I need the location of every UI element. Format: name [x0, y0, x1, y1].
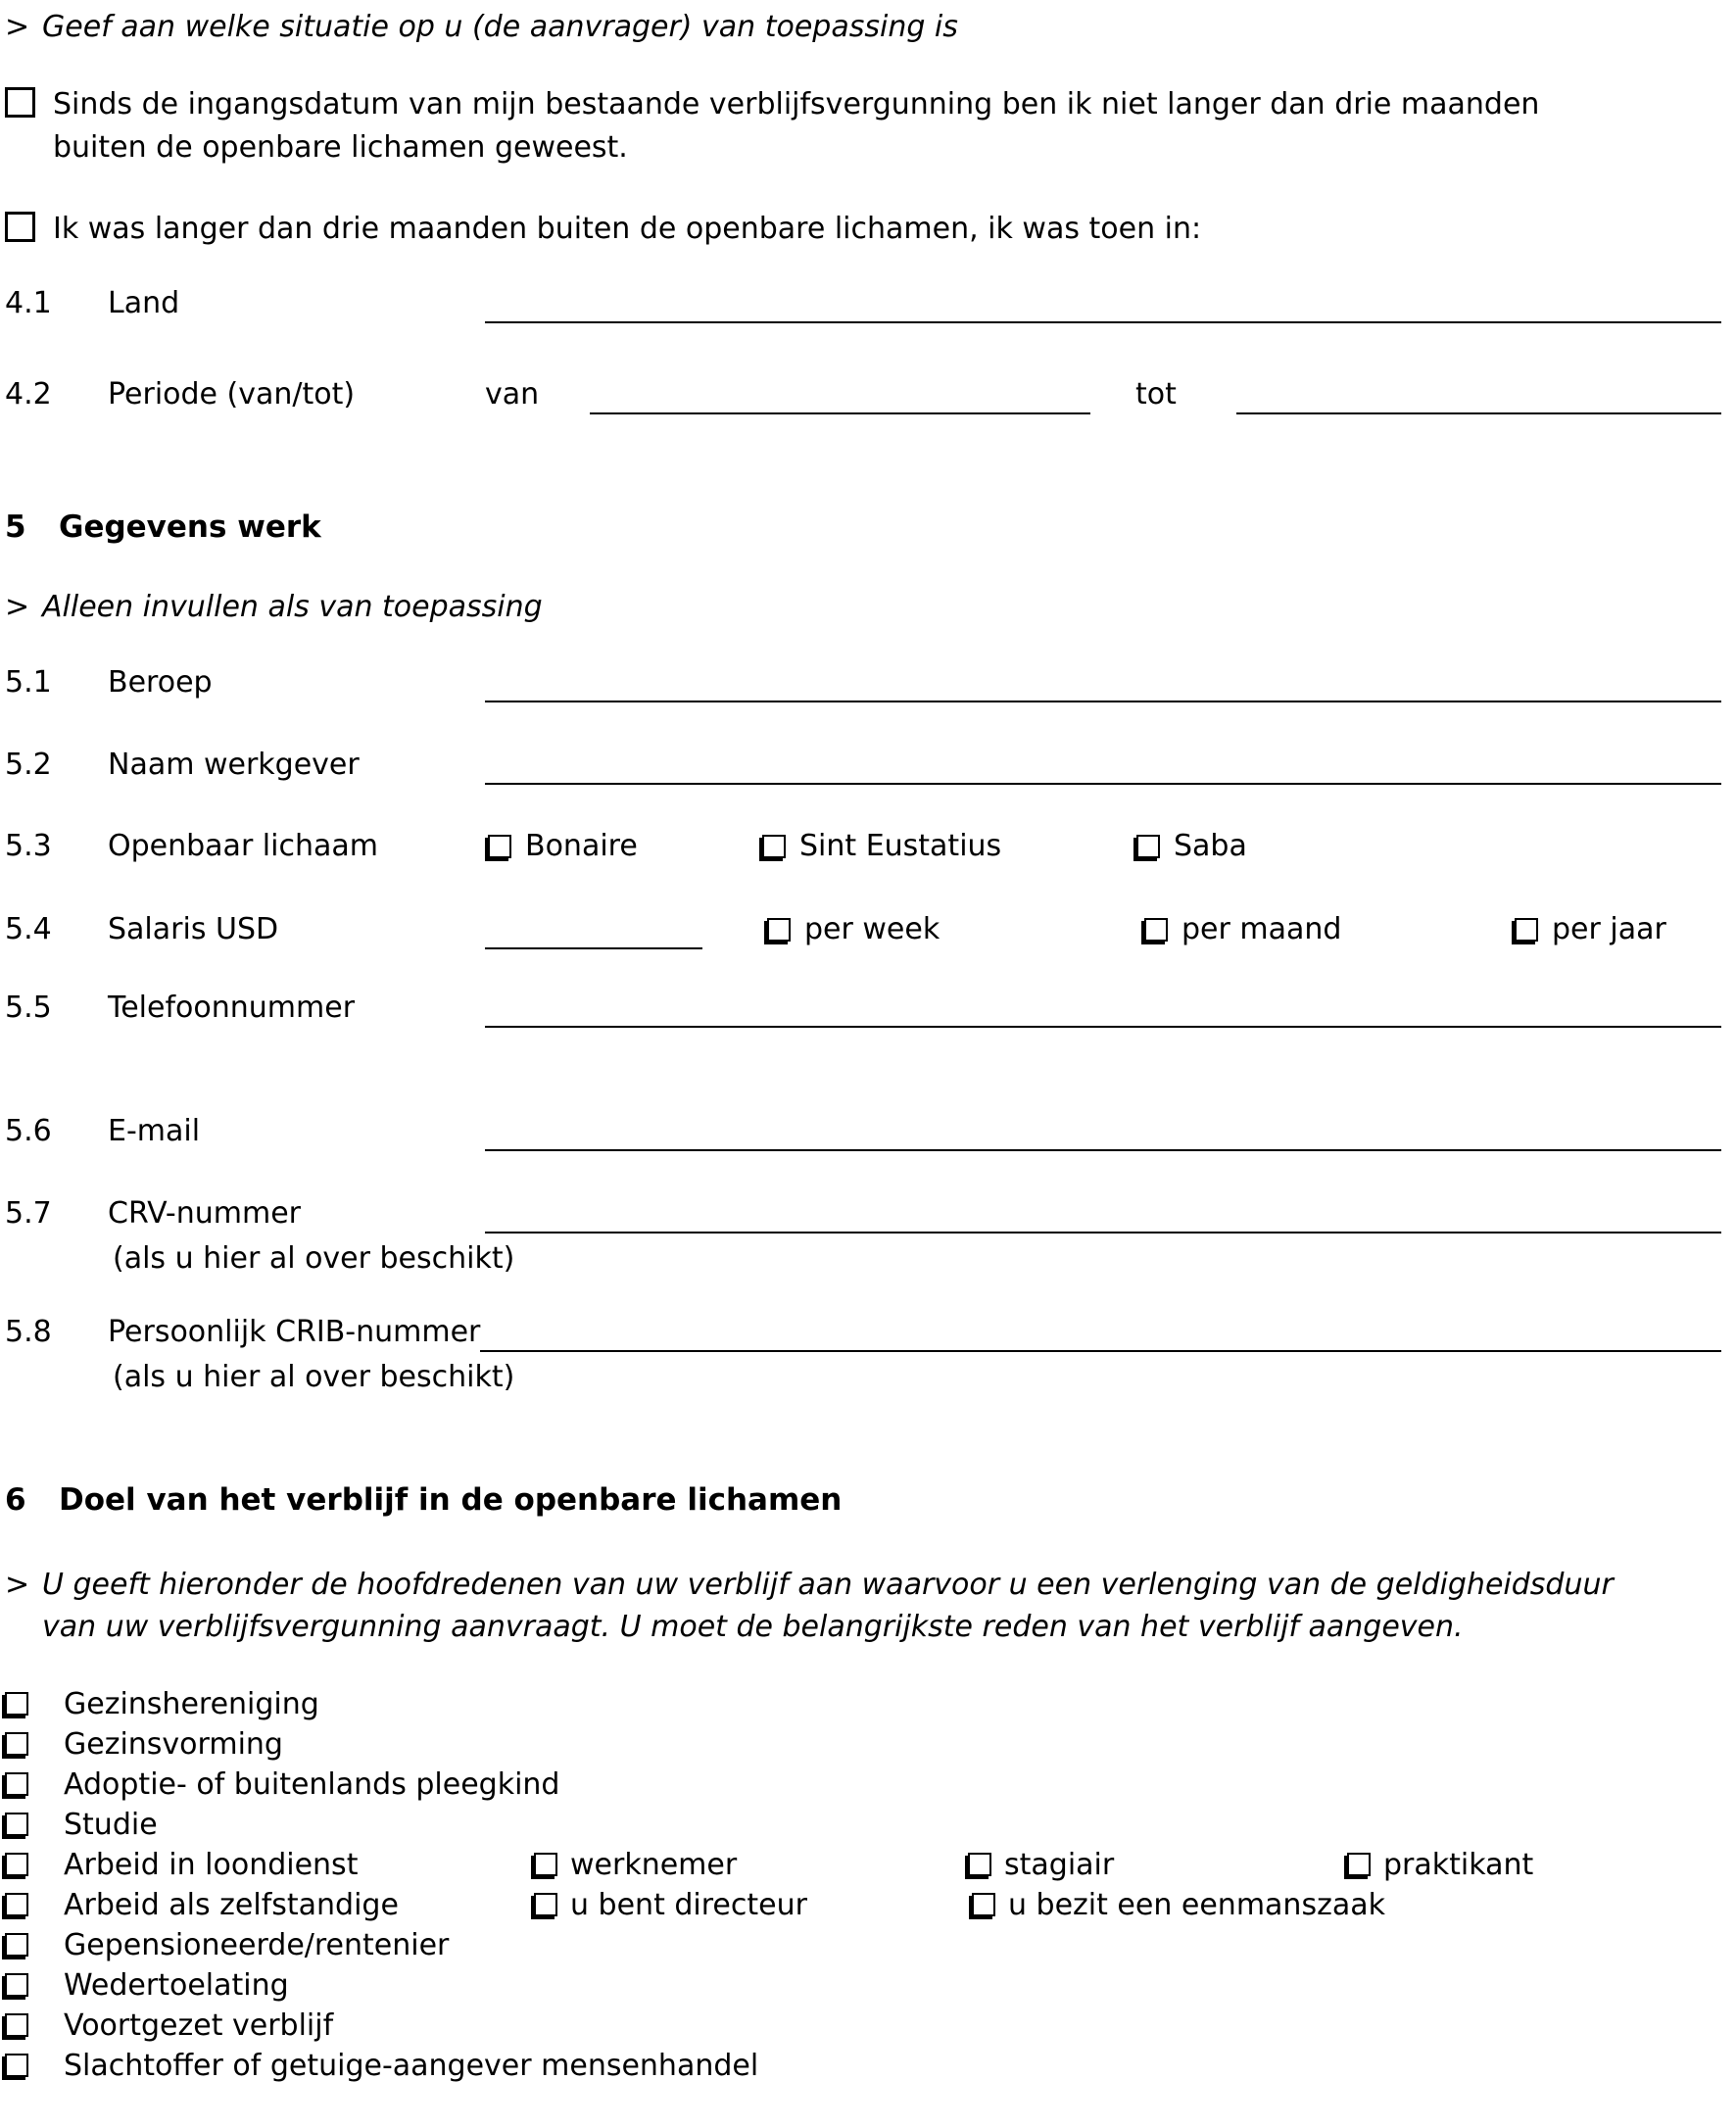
crv-nummer-input-line[interactable]	[485, 1196, 1721, 1233]
field-number: 4.2	[5, 377, 52, 411]
crv-nummer-subnote: (als u hier al over beschikt)	[113, 1241, 515, 1276]
field-row-crib-nummer	[5, 1315, 1721, 1362]
checkbox-stagiair[interactable]	[968, 1848, 1114, 1882]
checkbox-per-jaar[interactable]	[1512, 912, 1666, 946]
checkbox-label: Arbeid in loondienst	[64, 1848, 359, 1882]
field-label: Naam werkgever	[108, 748, 360, 782]
field-label: Telefoonnummer	[108, 991, 356, 1025]
periode-tot-input-line[interactable]	[1236, 377, 1721, 414]
checkbox-label: Slachtoffer of getuige-aangever mensenhandel	[64, 2049, 759, 2083]
field-number: 5.5	[5, 991, 52, 1025]
checkbox-werknemer[interactable]	[534, 1848, 737, 1882]
checkbox-icon[interactable]	[1136, 835, 1160, 858]
checkbox-icon[interactable]	[5, 87, 35, 118]
option-gepensioneerde-rentenier[interactable]	[5, 1928, 1721, 1968]
naam-werkgever-input-line[interactable]	[485, 748, 1721, 785]
guidance-situation	[5, 10, 1721, 44]
field-number: 5.7	[5, 1196, 52, 1231]
section-title: Doel van het verblijf in de openbare lichamen	[59, 1482, 843, 1518]
field-row-salaris	[5, 912, 1721, 959]
checkbox-icon[interactable]	[5, 212, 35, 242]
option-voortgezet-verblijf[interactable]	[5, 2008, 1721, 2049]
option-arbeid-als-zelfstandige	[5, 1888, 1721, 1928]
option-adoptie-pleegkind[interactable]	[5, 1767, 1721, 1808]
checkbox-u-bent-directeur[interactable]	[534, 1888, 807, 1922]
field-number: 5.4	[5, 912, 52, 946]
option-studie[interactable]	[5, 1808, 1721, 1848]
option-slachtoffer-mensenhandel[interactable]	[5, 2049, 1721, 2089]
field-row-openbaar-lichaam	[5, 829, 1721, 876]
field-label: Salaris USD	[108, 912, 279, 946]
checkbox-icon[interactable]	[488, 835, 511, 858]
checkbox-label: Saba	[1174, 829, 1247, 863]
checkbox-label: Adoptie- of buitenlands pleegkind	[64, 1767, 560, 1802]
checkbox-icon[interactable]	[5, 1853, 28, 1876]
purpose-checkbox-list	[5, 1687, 1721, 2089]
email-input-line[interactable]	[485, 1114, 1721, 1151]
guidance-section-6-text: U geeft hieronder de hoofdredenen van uw verblijf aan waarvoor u een verlenging van de geldigheidsduur van uw verblijfsvergunning aanvraagt. U moet de belangrijkste reden van het verblijf aangeven.	[42, 1568, 1614, 1644]
checkbox-icon[interactable]	[1347, 1853, 1371, 1876]
checkbox-label: per jaar	[1552, 912, 1666, 946]
checkbox-label: Sint Eustatius	[799, 829, 1002, 863]
checkbox-icon[interactable]	[5, 2013, 28, 2037]
option-label: Sinds de ingangsdatum van mijn bestaande verblijfsvergunning ben ik niet langer dan drie maanden buiten de openbare lichamen geweest.	[53, 87, 1540, 165]
periode-van-input-line[interactable]	[590, 377, 1090, 414]
guidance-situation-text: Geef aan welke situatie op u (de aanvrager) van toepassing is	[42, 10, 958, 44]
option-arbeid-in-loondienst	[5, 1848, 1721, 1888]
field-label: Periode (van/tot)	[108, 377, 356, 411]
guidance-section-6	[5, 1564, 1721, 1648]
beroep-input-line[interactable]	[485, 665, 1721, 702]
checkbox-icon[interactable]	[5, 1933, 28, 1957]
field-row-email	[5, 1114, 1721, 1161]
option-gezinsvorming[interactable]	[5, 1727, 1721, 1767]
checkbox-label: Gezinsvorming	[64, 1727, 283, 1762]
checkbox-icon[interactable]	[762, 835, 786, 858]
checkbox-label: u bent directeur	[570, 1888, 807, 1922]
checkbox-label: per week	[804, 912, 940, 946]
telefoonnummer-input-line[interactable]	[485, 991, 1721, 1028]
checkbox-label: Bonaire	[525, 829, 638, 863]
checkbox-icon[interactable]	[5, 1973, 28, 1997]
crib-nummer-input-line[interactable]	[480, 1315, 1721, 1352]
checkbox-label: praktikant	[1383, 1848, 1534, 1882]
field-row-land	[5, 286, 1721, 333]
checkbox-icon[interactable]	[1515, 918, 1538, 942]
field-number: 5.8	[5, 1315, 52, 1349]
checkbox-icon[interactable]	[5, 1732, 28, 1756]
guidance-section-5	[5, 590, 1721, 624]
checkbox-icon[interactable]	[534, 1893, 557, 1916]
checkbox-label: u bezit een eenmanszaak	[1008, 1888, 1385, 1922]
checkbox-praktikant[interactable]	[1347, 1848, 1533, 1882]
checkbox-sint-eustatius[interactable]	[759, 829, 1133, 863]
field-label: E-mail	[108, 1114, 201, 1148]
checkbox-label: Arbeid als zelfstandige	[64, 1888, 399, 1922]
section-number: 6	[5, 1482, 26, 1518]
option-wedertoelating[interactable]	[5, 1968, 1721, 2008]
field-row-naam-werkgever	[5, 748, 1721, 795]
checkbox-icon[interactable]	[5, 1813, 28, 1836]
guidance-arrow: >	[5, 590, 30, 624]
van-label: van	[485, 377, 540, 411]
field-label: Beroep	[108, 665, 213, 700]
option-label: Ik was langer dan drie maanden buiten de openbare lichamen, ik was toen in:	[53, 212, 1202, 246]
checkbox-label: per maand	[1181, 912, 1342, 946]
field-label: Land	[108, 286, 180, 320]
checkbox-icon[interactable]	[972, 1893, 995, 1916]
checkbox-label: Studie	[64, 1808, 158, 1842]
checkbox-per-maand[interactable]	[1141, 912, 1512, 946]
checkbox-label: stagiair	[1004, 1848, 1115, 1882]
checkbox-icon[interactable]	[5, 2054, 28, 2077]
option-not-longer-than-three-months[interactable]	[5, 83, 1721, 169]
checkbox-label: Voortgezet verblijf	[64, 2008, 334, 2043]
checkbox-bonaire[interactable]	[485, 829, 759, 863]
land-input-line[interactable]	[485, 286, 1721, 323]
guidance-arrow: >	[5, 10, 30, 44]
checkbox-per-week[interactable]	[764, 912, 1141, 946]
field-row-periode	[5, 377, 1721, 424]
checkbox-u-bezit-een-eenmanszaak[interactable]	[972, 1888, 1385, 1922]
guidance-section-5-text: Alleen invullen als van toepassing	[42, 590, 543, 624]
section-6-heading	[5, 1482, 1721, 1518]
field-label: Persoonlijk CRIB-nummer	[108, 1315, 481, 1349]
checkbox-icon[interactable]	[5, 1772, 28, 1796]
section-title: Gegevens werk	[59, 509, 321, 545]
option-longer-than-three-months[interactable]	[5, 208, 1721, 251]
checkbox-saba[interactable]	[1133, 829, 1247, 863]
checkbox-icon[interactable]	[968, 1853, 991, 1876]
field-number: 5.2	[5, 748, 52, 782]
field-number: 4.1	[5, 286, 52, 320]
section-number: 5	[5, 509, 26, 545]
checkbox-label: Gepensioneerde/rentenier	[64, 1928, 450, 1962]
crib-nummer-subnote: (als u hier al over beschikt)	[113, 1360, 515, 1394]
option-gezinshereniging[interactable]	[5, 1687, 1721, 1727]
field-number: 5.3	[5, 829, 52, 863]
checkbox-icon[interactable]	[1144, 918, 1168, 942]
checkbox-label: Gezinshereniging	[64, 1687, 319, 1721]
field-row-crv-nummer	[5, 1196, 1721, 1243]
section-5-heading	[5, 509, 1721, 545]
field-number: 5.6	[5, 1114, 52, 1148]
salaris-input-line[interactable]	[485, 912, 702, 949]
checkbox-icon[interactable]	[534, 1853, 557, 1876]
checkbox-label: Wedertoelating	[64, 1968, 289, 2003]
field-number: 5.1	[5, 665, 52, 700]
field-label: Openbaar lichaam	[108, 829, 378, 863]
checkbox-icon[interactable]	[5, 1893, 28, 1916]
checkbox-label: werknemer	[570, 1848, 738, 1882]
field-row-telefoonnummer	[5, 991, 1721, 1038]
checkbox-icon[interactable]	[5, 1692, 28, 1716]
tot-label: tot	[1135, 377, 1177, 411]
guidance-arrow: >	[5, 1568, 30, 1602]
field-label: CRV-nummer	[108, 1196, 302, 1231]
checkbox-icon[interactable]	[767, 918, 791, 942]
field-row-beroep	[5, 665, 1721, 712]
